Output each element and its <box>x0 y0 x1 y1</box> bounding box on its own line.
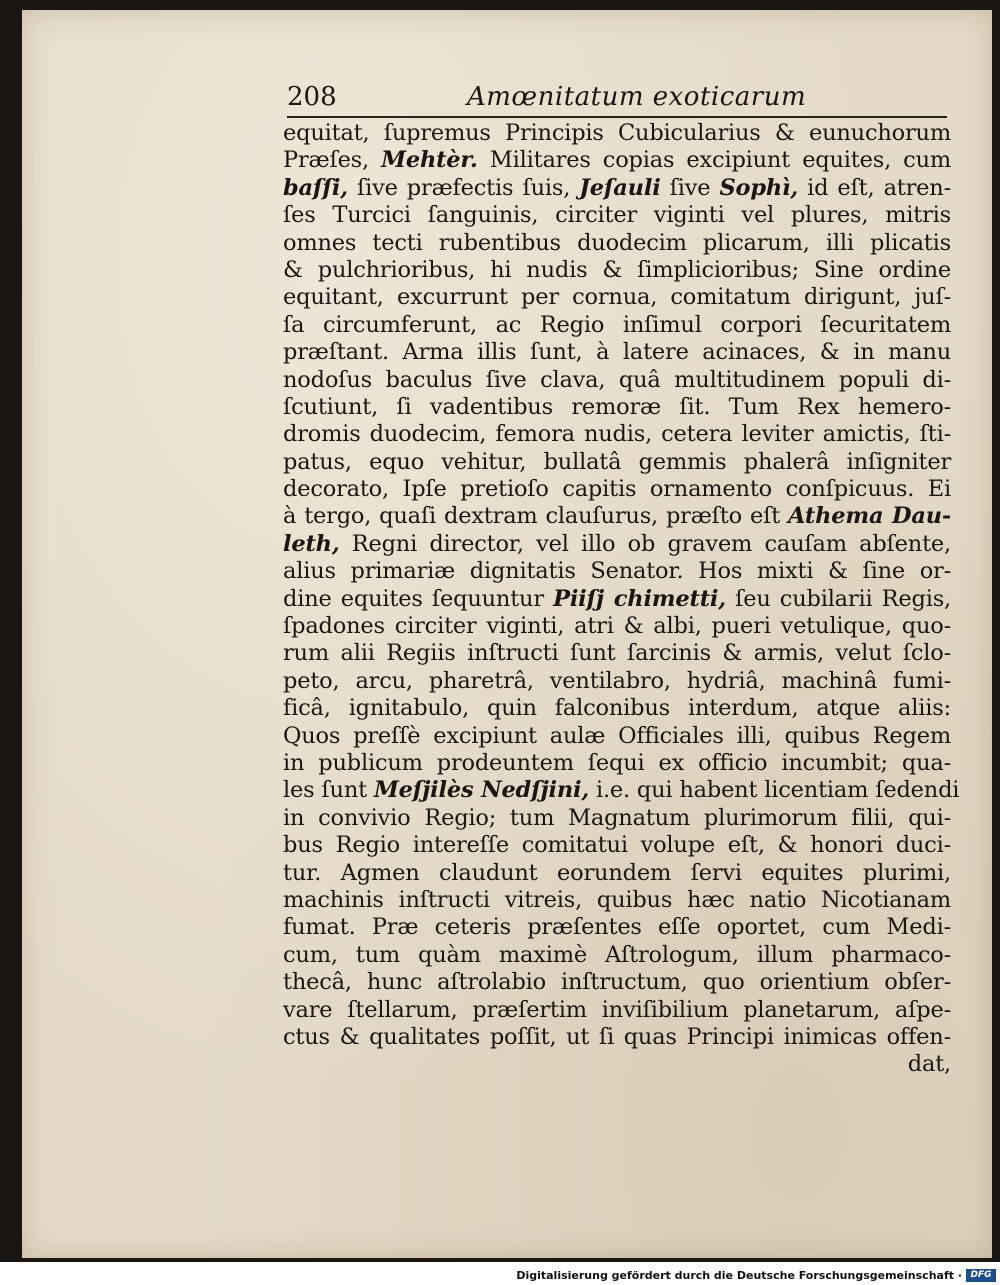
page-header <box>287 80 947 118</box>
text-segment: Præſes, <box>283 147 382 174</box>
text-segment: machinis inſtructi vitreis, quibus hæc natio Nicotianam <box>283 886 951 913</box>
text-line <box>283 777 960 804</box>
text-segment: ſa circumferunt, ac Regio inſimul corpori ſecuritatem <box>283 311 951 338</box>
text-line <box>283 339 951 366</box>
text-segment: dromis duodecim, femora nudis, cetera leviter amictis, ſti- <box>283 421 951 448</box>
text-segment: ſes Turcici ſanguinis, circiter viginti vel plures, mitris <box>283 202 951 229</box>
text-segment: ſive <box>660 174 720 201</box>
italic-term: Jeſauli <box>579 174 661 201</box>
text-line <box>283 476 951 503</box>
body-text <box>283 120 960 1079</box>
text-segment: cum, tum quàm maximè Aſtrologum, illum pharmaco- <box>283 941 951 968</box>
text-segment: ſcutiunt, ſi vadentibus remoræ ſit. Tum Rex hemero- <box>283 393 951 420</box>
dfg-logo-icon: DFG <box>966 1269 996 1282</box>
italic-term: Athema Dau- <box>788 503 952 530</box>
text-line <box>283 421 951 448</box>
text-line <box>283 668 951 695</box>
text-line <box>283 997 951 1024</box>
text-segment: decorato, Ipſe pretioſo capitis ornamento conſpicuus. Ei <box>283 476 951 503</box>
text-line <box>283 942 951 969</box>
italic-term: Mehtèr. <box>381 147 478 174</box>
text-line <box>283 394 951 421</box>
text-line <box>283 175 951 202</box>
text-line <box>283 723 951 750</box>
text-segment: ctus & qualitates poſſit, ut ſi quas Principi inimicas offen- <box>283 1023 951 1050</box>
text-segment: Militares copias excipiunt equites, cum <box>477 147 952 174</box>
text-segment: ficâ, ignitabulo, quin falconibus interdum, atque aliis: <box>283 695 951 722</box>
text-segment: ſeu cubilarii Regis, <box>725 585 951 612</box>
text-line <box>283 202 951 229</box>
text-line <box>283 531 951 558</box>
text-line <box>283 640 951 667</box>
text-segment: dat, <box>907 1051 951 1078</box>
text-segment: ſpadones circiter viginti, atri & albi, pueri vetulique, quo- <box>283 613 951 640</box>
text-line <box>283 312 951 339</box>
footer <box>0 1267 1000 1285</box>
text-line <box>283 1051 951 1078</box>
text-segment: Regni director, vel illo ob gravem cauſam abſente, <box>339 530 951 557</box>
text-line <box>283 832 951 859</box>
footer-credit: Digitalisierung gefördert durch die Deutsche Forschungsgemeinschaft · <box>516 1269 962 1282</box>
text-segment: dine equites ſequuntur <box>283 585 554 612</box>
italic-term: baſſi, <box>283 174 348 201</box>
text-line <box>283 367 951 394</box>
text-segment: fumat. Præ ceteris præſentes eſſe oportet, cum Medi- <box>283 914 951 941</box>
text-segment: id eſt, atren- <box>798 174 951 201</box>
text-line <box>283 449 951 476</box>
text-segment: alius primariæ dignitatis Senator. Hos mixti & ſine or- <box>283 558 951 585</box>
text-line <box>283 586 951 613</box>
text-segment: nodoſus baculus ſive clava, quâ multitudinem populi di- <box>283 366 951 393</box>
text-segment: les ſunt <box>283 777 374 804</box>
text-line <box>283 805 951 832</box>
text-segment: rum alii Regiis inſtructi ſunt ſarcinis & armis, velut ſclo- <box>283 640 951 667</box>
text-segment: præſtant. Arma illis ſunt, à latere acinaces, & in manu <box>283 339 951 366</box>
italic-term: leth, <box>283 530 340 557</box>
text-line <box>283 230 951 257</box>
text-line <box>283 120 951 147</box>
text-line <box>283 558 951 585</box>
text-line <box>283 1024 951 1051</box>
text-line <box>283 914 951 941</box>
text-line <box>283 147 951 174</box>
text-line <box>283 887 951 914</box>
text-line <box>283 613 951 640</box>
running-head: Amœnitatum exoticarum <box>467 82 807 112</box>
text-segment: peto, arcu, pharetrâ, ventilabro, hydriâ, machinâ fumi- <box>283 667 951 694</box>
text-line <box>283 860 951 887</box>
text-segment: thecâ, hunc aſtrolabio inſtructum, quo orientium obſer- <box>283 969 951 996</box>
text-line <box>283 503 951 530</box>
text-segment: tur. Agmen claudunt eorundem ſervi equites plurimi, <box>283 859 951 886</box>
italic-term: Sophì, <box>719 174 799 201</box>
text-segment: equitat, ſupremus Principis Cubicularius & eunuchorum <box>283 120 951 146</box>
text-segment: vare ſtellarum, præſertim inviſibilium planetarum, aſpe- <box>283 996 951 1023</box>
text-segment: ſive præfectis ſuis, <box>347 174 580 201</box>
italic-term: Meſjilès Nedſjini, <box>373 777 589 804</box>
italic-term: Piiſj chimetti, <box>553 585 726 612</box>
text-line <box>283 257 951 284</box>
text-line <box>283 284 951 311</box>
text-segment: i.e. qui habent licentiam ſedendi <box>589 777 960 804</box>
page-number: 208 <box>287 82 337 112</box>
text-segment: Quos preſſè excipiunt aulæ Officiales illi, quibus Regem <box>283 722 951 749</box>
text-line <box>283 969 951 996</box>
text-segment: à tergo, quaſi dextram clauſurus, præſto eſt <box>283 503 789 530</box>
text-segment: equitant, excurrunt per cornua, comitatum dirigunt, juſ- <box>283 284 951 311</box>
text-segment: omnes tecti rubentibus duodecim plicarum, illi plicatis <box>283 229 951 256</box>
text-segment: patus, equo vehitur, bullatâ gemmis phalerâ inſigniter <box>283 448 951 475</box>
text-segment: in convivio Regio; tum Magnatum plurimorum filii, qui- <box>283 804 951 831</box>
text-segment: & pulchrioribus, hi nudis & ſimplicioribus; Sine ordine <box>283 256 951 283</box>
text-segment: bus Regio intereſſe comitatui volupe eſt, & honori duci- <box>283 832 951 859</box>
text-line <box>283 695 951 722</box>
text-line <box>283 750 951 777</box>
text-segment: in publicum prodeuntem ſequi ex officio incumbit; qua- <box>283 749 951 776</box>
